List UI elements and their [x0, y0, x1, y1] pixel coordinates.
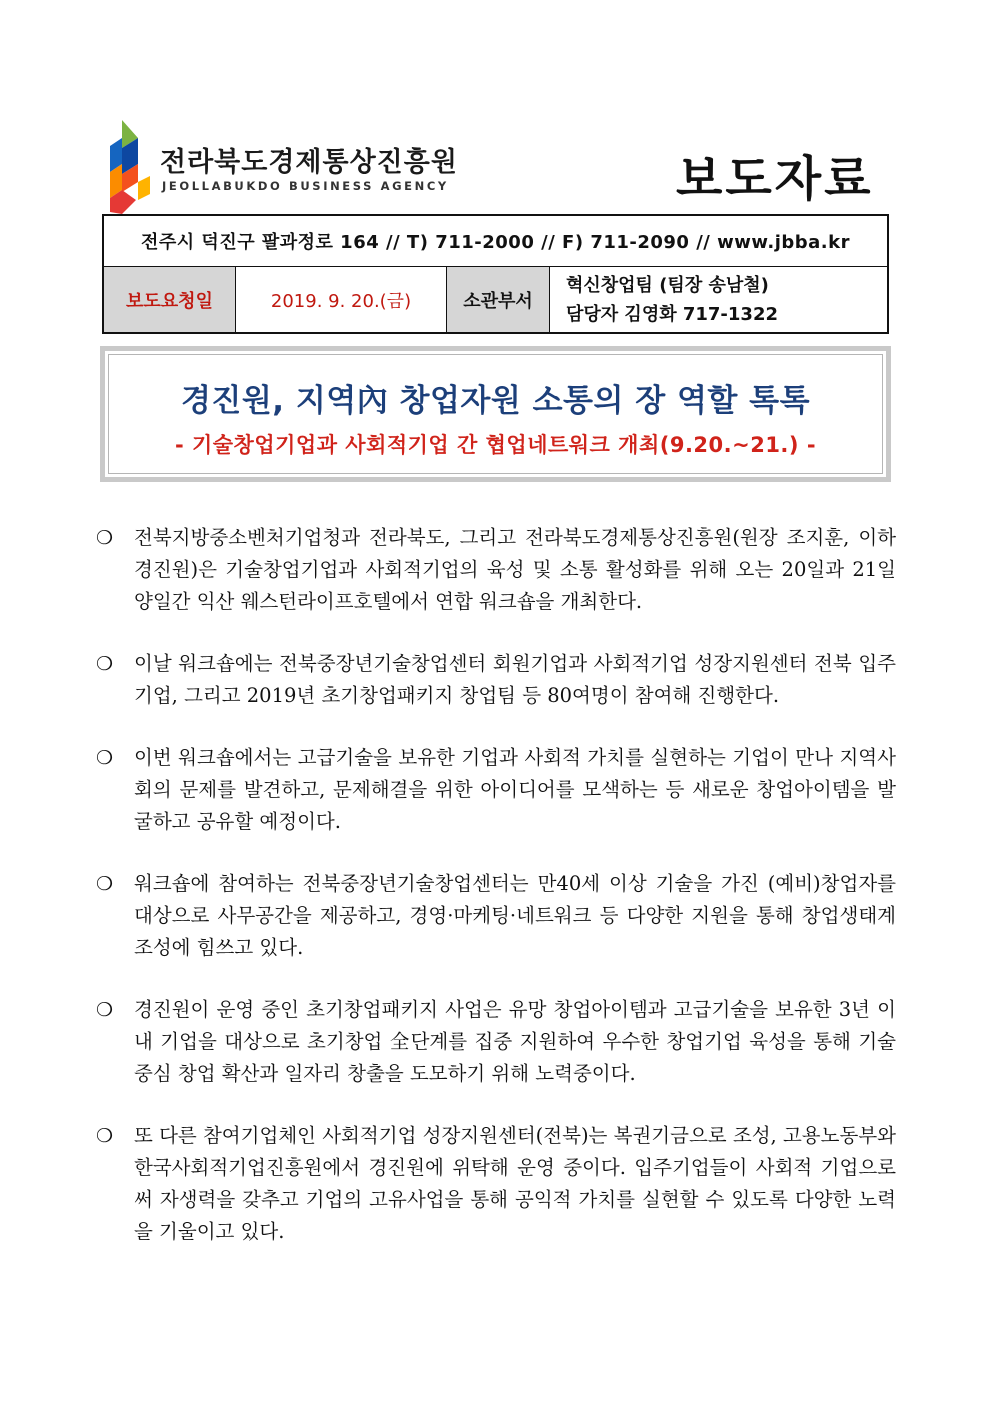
bullet-circle-icon: ❍ [96, 999, 114, 1021]
department-contact: 담당자 김영화 717-1322 [566, 303, 779, 325]
contact-info-table [102, 214, 889, 334]
bullet-circle-icon: ❍ [96, 873, 114, 895]
department-team: 혁신창업팀 (팀장 송남철) [566, 274, 769, 296]
article-body [96, 522, 896, 1278]
paragraph [96, 648, 896, 712]
department-label: 소관부서 [447, 267, 550, 334]
contact-address: 전주시 덕진구 팔과정로 164 // T) 711-2000 // F) 711-2090 // www.jbba.kr [103, 215, 888, 267]
bullet-circle-icon: ❍ [96, 1125, 114, 1147]
paragraph-text: 또 다른 참여기업체인 사회적기업 성장지원센터(전북)는 복권기금으로 조성, 고용노동부와 한국사회적기업진흥원에서 경진원에 위탁해 운영 중이다. 입주기업들이 사회적 기업으로써 자생력을 갖추고 기업의 고유사업을 통해 공익적 가치를 실현할 수 있도록 다양한 노력을 기울이고 있다. [134, 1124, 896, 1243]
bullet-circle-icon: ❍ [96, 747, 114, 769]
org-name: 전라북도경제통상진흥원 [160, 147, 458, 178]
paragraph-text: 전북지방중소벤처기업청과 전라북도, 그리고 전라북도경제통상진흥원(원장 조지훈, 이하 경진원)은 기술창업기업과 사회적기업의 육성 및 소통 활성화를 위해 오는 20일과 21일 양일간 익산 웨스턴라이프호텔에서 연합 워크숍을 개최한다. [134, 526, 896, 613]
paragraph [96, 1120, 896, 1248]
paragraph [96, 522, 896, 618]
document-type-title: 보도자료 [676, 151, 874, 207]
paragraph-text: 경진원이 운영 중인 초기창업패키지 사업은 유망 창업아이템과 고급기술을 보유한 3년 이내 기업을 대상으로 초기창업 全단계를 집중 지원하여 우수한 창업기업 육성을 통해 기술 중심 창업 확산과 일자리 창출을 도모하기 위해 노력중이다. [134, 998, 896, 1085]
paragraph-text: 워크숍에 참여하는 전북중장년기술창업센터는 만40세 이상 기술을 가진 (예비)창업자를 대상으로 사무공간을 제공하고, 경영·마케팅·네트워크 등 다양한 지원을 통해 창업생태계 조성에 힘쓰고 있다. [134, 872, 896, 959]
request-date-value: 2019. 9. 20.(금) [236, 267, 447, 334]
bullet-circle-icon: ❍ [96, 527, 114, 549]
headline-box [100, 346, 891, 482]
paragraph-text: 이번 워크숍에서는 고급기술을 보유한 기업과 사회적 가치를 실현하는 기업이 만나 지역사회의 문제를 발견하고, 문제해결을 위한 아이디어를 모색하는 등 새로운 창업아이템을 발굴하고 공유할 예정이다. [134, 746, 896, 833]
paragraph [96, 994, 896, 1090]
paragraph [96, 742, 896, 838]
org-name-en: JEOLLABUKDO BUSINESS AGENCY [162, 179, 449, 193]
bullet-circle-icon: ❍ [96, 653, 114, 675]
paragraph [96, 868, 896, 964]
paragraph-text: 이날 워크숍에는 전북중장년기술창업센터 회원기업과 사회적기업 성장지원센터 전북 입주기업, 그리고 2019년 초기창업패키지 창업팀 등 80여명이 참여해 진행한다. [134, 652, 896, 707]
subheadline: - 기술창업기업과 사회적기업 간 협업네트워크 개최(9.20.~21.) - [174, 433, 817, 457]
jbba-logo-icon [108, 120, 152, 214]
department-value [550, 267, 889, 334]
headline: 경진원, 지역內 창업자원 소통의 장 역할 톡톡 [180, 383, 811, 419]
request-date-label: 보도요청일 [103, 267, 236, 334]
